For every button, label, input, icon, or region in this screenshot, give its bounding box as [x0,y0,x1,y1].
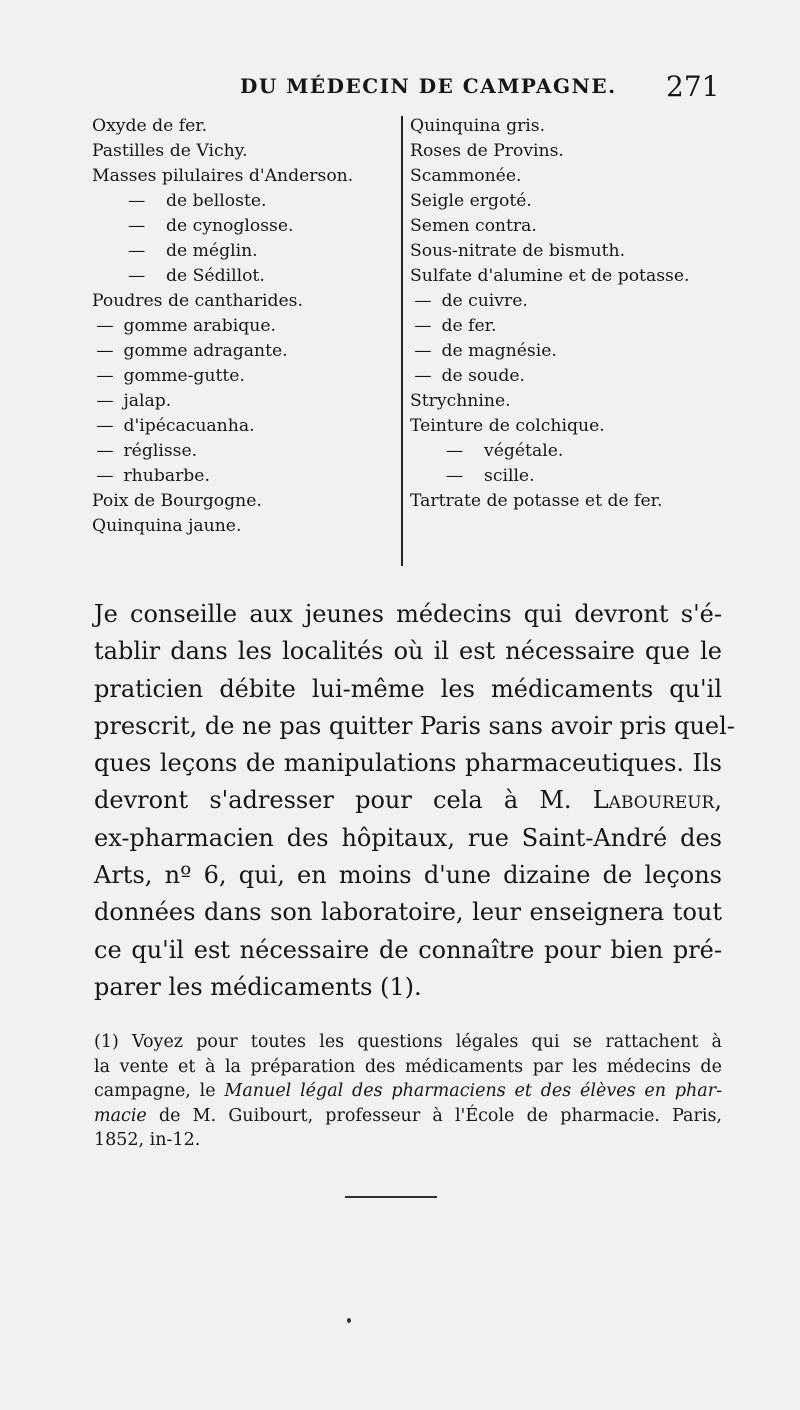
medication-item [410,464,730,489]
running-head: DU MÉDECIN DE CAMPAGNE. [240,74,617,98]
footnote-line: la vente et à la préparation des médicaments par les médecins de [94,1056,722,1077]
medication-name: Roses de Provins. [410,141,564,161]
medication-name: gomme-gutte. [123,366,245,386]
footnote [94,1030,722,1153]
paragraph-line: données dans son laboratoire, leur enseignera tout [94,898,722,927]
medication-name: de fer. [441,316,497,336]
footnote-line [94,1104,722,1129]
medication-name: Tartrate de potasse et de fer. [410,491,663,511]
medication-list-left-column [92,114,404,539]
medication-item [92,264,404,289]
medication-item [92,439,404,464]
ditto-dash: — [128,241,146,261]
medication-name: végétale. [484,441,564,461]
medication-item [92,189,404,214]
ditto-dash: — [96,466,114,486]
medication-item [410,139,730,164]
medication-name: Masses pilulaires d'Anderson. [92,166,354,186]
medication-list-right-column [410,114,730,514]
ditto-dash: — [414,341,432,361]
ditto-dash: — [414,316,432,336]
medication-name: Oxyde de fer. [92,116,208,136]
medication-item [410,264,730,289]
medication-name: de magnésie. [441,341,557,361]
page-number: 271 [666,70,720,103]
medication-item [410,189,730,214]
pharmacist-name: Laboureur, [592,786,722,815]
medication-name: Scammonée. [410,166,522,186]
medication-item [410,214,730,239]
medication-item [92,339,404,364]
paragraph-line: ques leçons de manipulations pharmaceutiques. Ils [94,749,722,778]
medication-name: Strychnine. [410,391,511,411]
medication-name: d'ipécacuanha. [123,416,255,436]
footnote-line: (1) Voyez pour toutes les questions légales qui se rattachent à [94,1032,722,1052]
medication-item [92,239,404,264]
medication-name: Poudres de cantharides. [92,291,303,311]
paragraph-line: parer les médicaments (1). [94,972,422,1001]
paragraph-line: ce qu'il est nécessaire de connaître pour bien pré- [94,935,722,964]
paragraph-line: tablir dans les localités où il est nécessaire que le [94,637,722,666]
medication-item [410,164,730,189]
medication-list [0,114,800,574]
medication-name: jalap. [123,391,172,411]
ditto-dash: — [96,416,114,436]
paragraph-line-text: devront s'adresser pour cela à M. [94,786,572,815]
medication-item [92,364,404,389]
medication-name: Seigle ergoté. [410,191,532,211]
medication-item [410,289,730,314]
medication-item [410,339,730,364]
medication-name: gomme adragante. [123,341,288,361]
medication-name: gomme arabique. [123,316,276,336]
medication-item [410,389,730,414]
ditto-dash: — [446,441,464,461]
medication-name: Sulfate d'alumine et de potasse. [410,266,690,286]
page-header [0,70,800,110]
medication-item [92,139,404,164]
footnote-line: 1852, in-12. [94,1130,201,1150]
medication-name: Pastilles de Vichy. [92,141,248,161]
ditto-dash: — [414,366,432,386]
footnote-text: campagne, le [94,1081,225,1101]
footnote-book-title: Manuel légal des pharmaciens et des élèves en phar- [224,1081,723,1101]
ditto-dash: — [128,191,146,211]
medication-item [410,114,730,139]
medication-item [92,464,404,489]
footnote-book-title-cont: macie [94,1105,147,1126]
paragraph-line: Je conseille aux jeunes médecins qui devront s'é- [94,600,722,628]
medication-item [92,164,404,189]
medication-name: rhubarbe. [123,466,210,486]
footnote-text: de M. Guibourt, professeur à l'École de pharmacie. Paris, [146,1105,722,1126]
medication-item [92,114,404,139]
ditto-dash: — [96,391,114,411]
ditto-dash: — [128,216,146,236]
paragraph-line: Arts, nº 6, qui, en moins d'une dizaine de leçons [94,861,722,890]
ink-dot [347,1318,351,1323]
medication-name: Teinture de colchique. [410,416,605,436]
section-rule [345,1196,437,1198]
ditto-dash: — [96,366,114,386]
body-paragraph [94,596,735,1006]
medication-item [92,414,404,439]
medication-name: réglisse. [123,441,198,461]
medication-item [92,489,404,514]
medication-name: Sous-nitrate de bismuth. [410,241,626,261]
medication-name: de cynoglosse. [166,216,294,236]
medication-item [410,439,730,464]
paragraph-line [94,782,722,819]
medication-name: Quinquina gris. [410,116,546,136]
medication-name: de cuivre. [441,291,528,311]
paragraph-line: praticien débite lui-même les médicaments qu'il [94,674,722,703]
medication-item [410,239,730,264]
medication-name: Semen contra. [410,216,537,236]
ditto-dash: — [96,316,114,336]
medication-item [410,314,730,339]
ditto-dash: — [446,466,464,486]
medication-item [410,489,730,514]
ditto-dash: — [96,441,114,461]
medication-name: de belloste. [166,191,267,211]
medication-name: scille. [484,466,535,486]
footnote-line [94,1079,722,1104]
ditto-dash: — [414,291,432,311]
medication-name: de Sédillot. [166,266,265,286]
medication-item [410,414,730,439]
medication-name: de soude. [441,366,525,386]
column-divider [401,116,403,566]
medication-item [92,214,404,239]
paragraph-line: prescrit, de ne pas quitter Paris sans avoir pris quel- [94,711,735,740]
medication-item [92,289,404,314]
medication-item [92,514,404,539]
medication-name: Poix de Bourgogne. [92,491,262,511]
medication-item [92,389,404,414]
ditto-dash: — [128,266,146,286]
medication-name: de méglin. [166,241,258,261]
medication-item [410,364,730,389]
ditto-dash: — [96,341,114,361]
medication-name: Quinquina jaune. [92,516,242,536]
paragraph-line: ex-pharmacien des hôpitaux, rue Saint-André des [94,823,722,852]
medication-item [92,314,404,339]
